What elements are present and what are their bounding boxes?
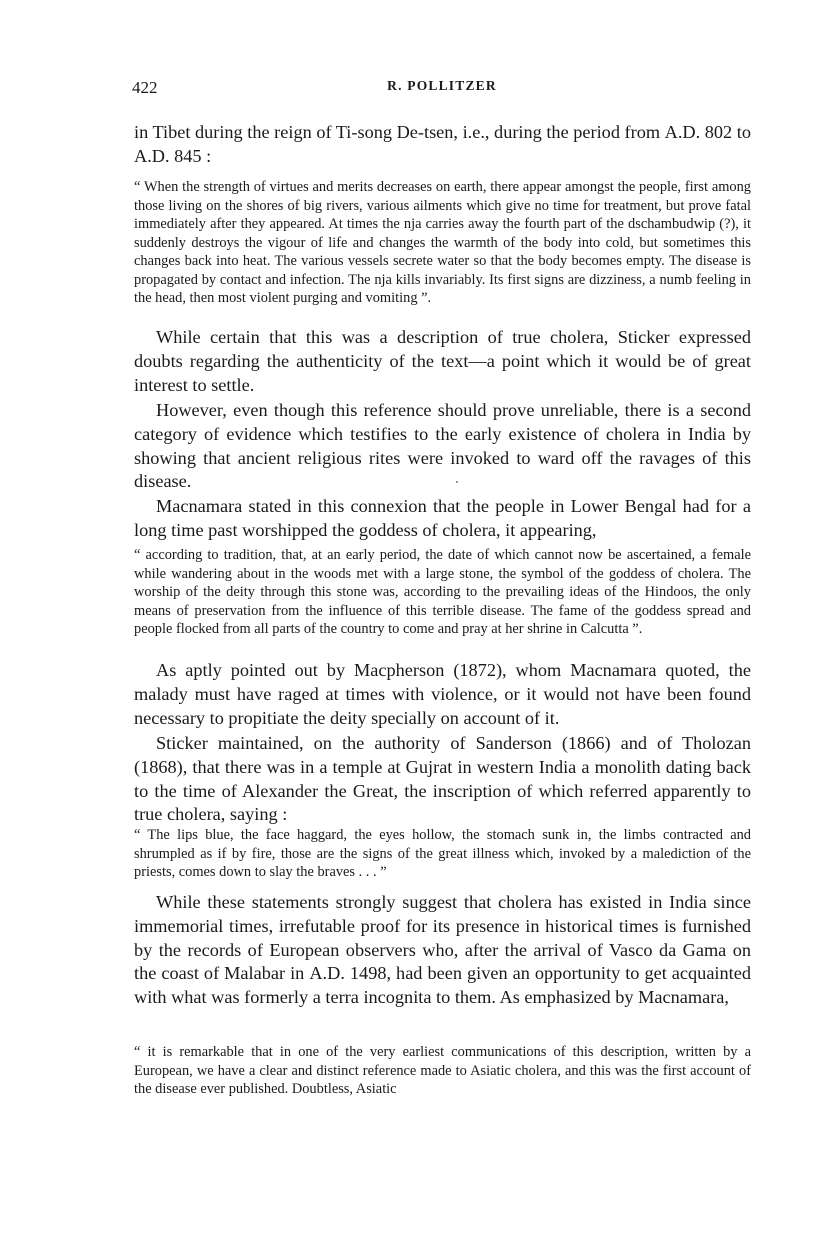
era-abbreviation: A.D. xyxy=(134,145,170,166)
quote-macnamara-remark: “ it is remarkable that in one of the very earliest communications of this description, written by a European, we have a clear and distinct reference made to Asiatic cholera, and this was the first account of the disease ever published. Doubtless, Asiatic xyxy=(134,1044,751,1097)
scan-speck xyxy=(456,481,458,483)
paragraph-tibet-reign: in Tibet during the reign of Ti-song De-tsen, i.e., during the period from A.D. 802 to A.D. 845 : xyxy=(134,122,751,166)
quote-inscription: “ The lips blue, the face haggard, the eyes hollow, the stomach sunk in, the limbs contracted and shrumpled as if by fire, those are the signs of the great illness which, invoked by a malediction of the priests, comes down to slay the braves . . . ” xyxy=(134,827,751,880)
era-abbreviation: A.D. xyxy=(664,122,701,142)
page-header xyxy=(132,78,752,100)
paragraph-religious-rites: However, even though this reference should prove unreliable, there is a second category of evidence which testifies to the early existence of cholera in India by showing that ancient religious rites were invoked to ward off the ravages of this disease. xyxy=(134,400,751,492)
paragraph-gujrat-monolith: Sticker maintained, on the authority of Sanderson (1866) and of Tholozan (1868), that there was in a temple at Gujrat in western India a monolith dating back to the time of Alexander the Great, the inscription of which referred apparently to true cholera, saying : xyxy=(134,733,751,825)
quote-tibetan-text: “ When the strength of virtues and merits decreases on earth, there appear amongst the people, first among those living on the shores of big rivers, various ailments which give no time for treatment, but prove fatal immediately after they appeared. At times the nja carries away the fourth part of the dschambudwip (?), it suddenly destroys the vigour of life and changes the warmth of the body into cold, but sometimes this changes back into heat. The various vessels secrete water so that the body becomes empty. The disease is propagated by contact and infection. The nja kills invariably. Its first signs are dizziness, a numb feeling in the head, then most violent purging and vomiting ”. xyxy=(134,179,751,306)
paragraph-sticker-doubts: While certain that this was a description of true cholera, Sticker expressed doubts regarding the authenticity of the text—a point which it would be of great interest to settle. xyxy=(134,327,751,395)
paragraph-macpherson: As aptly pointed out by Macpherson (1872), whom Macnamara quoted, the malady must have raged at times with violence, or it would not have been found necessary to propitiate the deity specially on account of it. xyxy=(134,660,751,728)
era-abbreviation: A.D. xyxy=(309,963,345,984)
paragraph-lower-bengal: Macnamara stated in this connexion that the people in Lower Bengal had for a long time past worshipped the goddess of cholera, it appearing, xyxy=(134,496,751,540)
paragraph-european-observers: While these statements strongly suggest that cholera has existed in India since immemorial times, irrefutable proof for its presence in historical times is furnished by the records of European observers who, after the arrival of Vasco da Gama on the coast of Malabar in A.D. 1498, had been given an opportunity to get acquainted with what was formerly a terra incognita to them. As emphasized by Macnamara, xyxy=(134,892,751,1008)
page-number: 422 xyxy=(132,78,158,97)
quote-goddess-of-cholera: “ according to tradition, that, at an early period, the date of which cannot now be ascertained, a female while wandering about in the woods met with a large stone, the symbol of the goddess of cholera. The worship of the deity through this stone was, according to the prevailing ideas of the Hindoos, the only means of preservation from the influence of this terrible disease. The fame of the goddess spread and people flocked from all parts of the country to come and pray at her shrine in Calcutta ”. xyxy=(134,547,751,637)
running-head: R. POLLITZER xyxy=(387,78,497,93)
